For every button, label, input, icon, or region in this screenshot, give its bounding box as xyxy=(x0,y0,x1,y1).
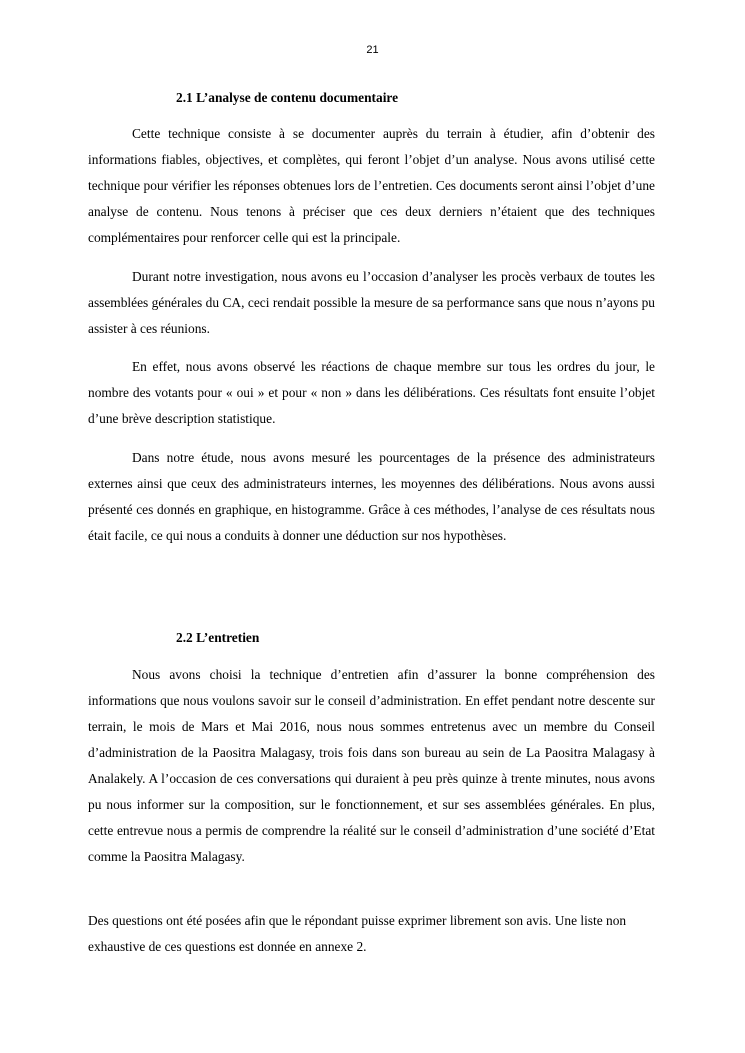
section-2-1-body-3 xyxy=(88,354,655,432)
paragraph: Cette technique consiste à se documenter auprès du terrain à étudier, afin d’obtenir des informations fiables, objectives, et complètes, qui feront l’objet d’un analyse. Nous avons utilisé cette technique pour vérifier les réponses obtenues lors de l’entretien. Ces documents seront ainsi l’objet d’une analyse de contenu. Nous tenons à préciser que ces deux derniers n’étaient que des techniques complémentaires pour renforcer celle qui est la principale. xyxy=(88,126,655,245)
section-heading-2-1: 2.1 L’analyse de contenu documentaire xyxy=(176,90,399,105)
section-heading-2-2: 2.2 L’entretien xyxy=(176,630,260,645)
paragraph: Dans notre étude, nous avons mesuré les pourcentages de la présence des administrateurs externes ainsi que ceux des administrateurs internes, les moyennes des délibérations. Nous avons aussi présenté ces donnés en graphique, en histogramme. Grâce à ces méthodes, l’analyse de ces résultats nous était facile, ce qui nous a conduits à donner une déduction sur nos hypothèses. xyxy=(88,450,655,543)
paragraph: Des questions ont été posées afin que le répondant puisse exprimer librement son avis. Une liste non exhaustive de ces questions est donnée en annexe 2. xyxy=(88,913,627,954)
section-2-1-body-4 xyxy=(88,445,655,549)
section-2-2-body xyxy=(88,662,655,870)
section-2-1-body xyxy=(88,121,655,251)
section-2-2-body-2 xyxy=(88,908,655,960)
paragraph: Durant notre investigation, nous avons eu l’occasion d’analyser les procès verbaux de toutes les assemblées générales du CA, ceci rendait possible la mesure de sa performance sans que nous n’ayons pu assister à ces réunions. xyxy=(88,269,655,336)
page-number: 21 xyxy=(366,44,379,56)
section-2-1-body-2 xyxy=(88,264,655,342)
paragraph: Nous avons choisi la technique d’entretien afin d’assurer la bonne compréhension des informations que nous voulons savoir sur le conseil d’administration. En effet pendant notre descente sur terrain, le mois de Mars et Mai 2016, nous nous sommes entretenus avec un membre du Conseil d’administration de la Paositra Malagasy, trois fois dans son bureau au sein de La Paositra Malagasy à Analakely. A l’occasion de ces conversations qui duraient à peu près quinze à trente minutes, nous avons pu nous informer sur la composition, sur le fonctionnement, et sur ses assemblées générales. En plus, cette entrevue nous a permis de comprendre la réalité sur le conseil d’administration d’une société d’Etat comme la Paositra Malagasy. xyxy=(88,667,655,864)
paragraph: En effet, nous avons observé les réactions de chaque membre sur tous les ordres du jour, le nombre des votants pour « oui » et pour « non » dans les délibérations. Ces résultats font ensuite l’objet d’une brève description statistique. xyxy=(88,359,655,426)
